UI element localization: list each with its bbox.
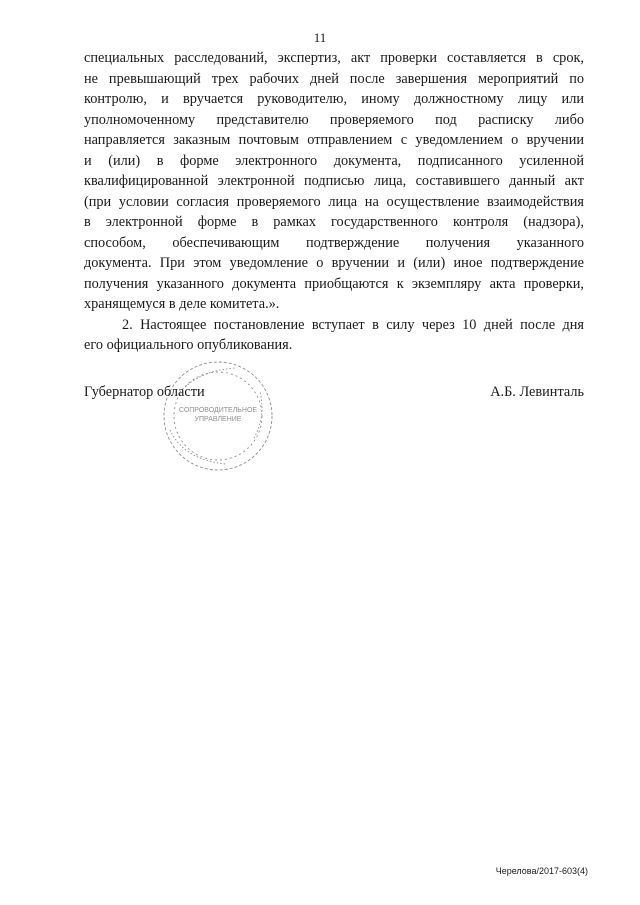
page-number: 11 (313, 30, 327, 45)
paragraph-2-line: 2. Настоящее постановление вступает в силу через 10 дней после дня (122, 316, 584, 333)
text-line: квалифицированной электронной подписью лица, составившего данный акт (84, 173, 584, 189)
text-line: уполномоченному представителю проверяемого под расписку либо (84, 111, 584, 128)
signer-name: А.Б. Левинталь (490, 384, 584, 400)
text-line: документа. При этом уведомление о вручении и (или) иное подтверждение (84, 255, 584, 271)
signer-title: Губернатор области (84, 384, 205, 400)
text-line: контролю, и вручается руководителю, иному должностному лицу или (84, 91, 584, 107)
text-line: способом, обеспечивающим подтверждение получения указанного (84, 234, 584, 251)
document-code: Черелова/2017-603(4) (495, 866, 588, 876)
text-line: направляется заказным почтовым отправлением с уведомлением о вручении (84, 132, 584, 148)
text-line: не превышающий трех рабочих дней после завершения мероприятий по (84, 70, 584, 87)
text-line: (при условии согласия проверяемого лица на осуществление взаимодействия (84, 193, 584, 210)
stamp-text-line2: УПРАВЛЕНИЕ (194, 416, 242, 423)
official-stamp (150, 352, 280, 472)
text-line: в электронной форме в рамках государственного контроля (надзора), (84, 214, 584, 230)
text-line: и (или) в форме электронного документа, подписанного усиленной (84, 152, 584, 169)
stamp-text-line1: СОПРОВОДИТЕЛЬНОЕ (178, 407, 258, 414)
text-line: специальных расследований, экспертиз, акт проверки составляется в срок, (84, 50, 584, 66)
text-line: хранящемуся в деле комитета.». (84, 296, 280, 312)
signature-block (84, 384, 584, 404)
paragraph-2-line: его официального опубликования. (84, 337, 293, 353)
document-body (84, 48, 584, 356)
text-line: получения указанного документа приобщаются к экземпляру акта проверки, (84, 275, 584, 292)
